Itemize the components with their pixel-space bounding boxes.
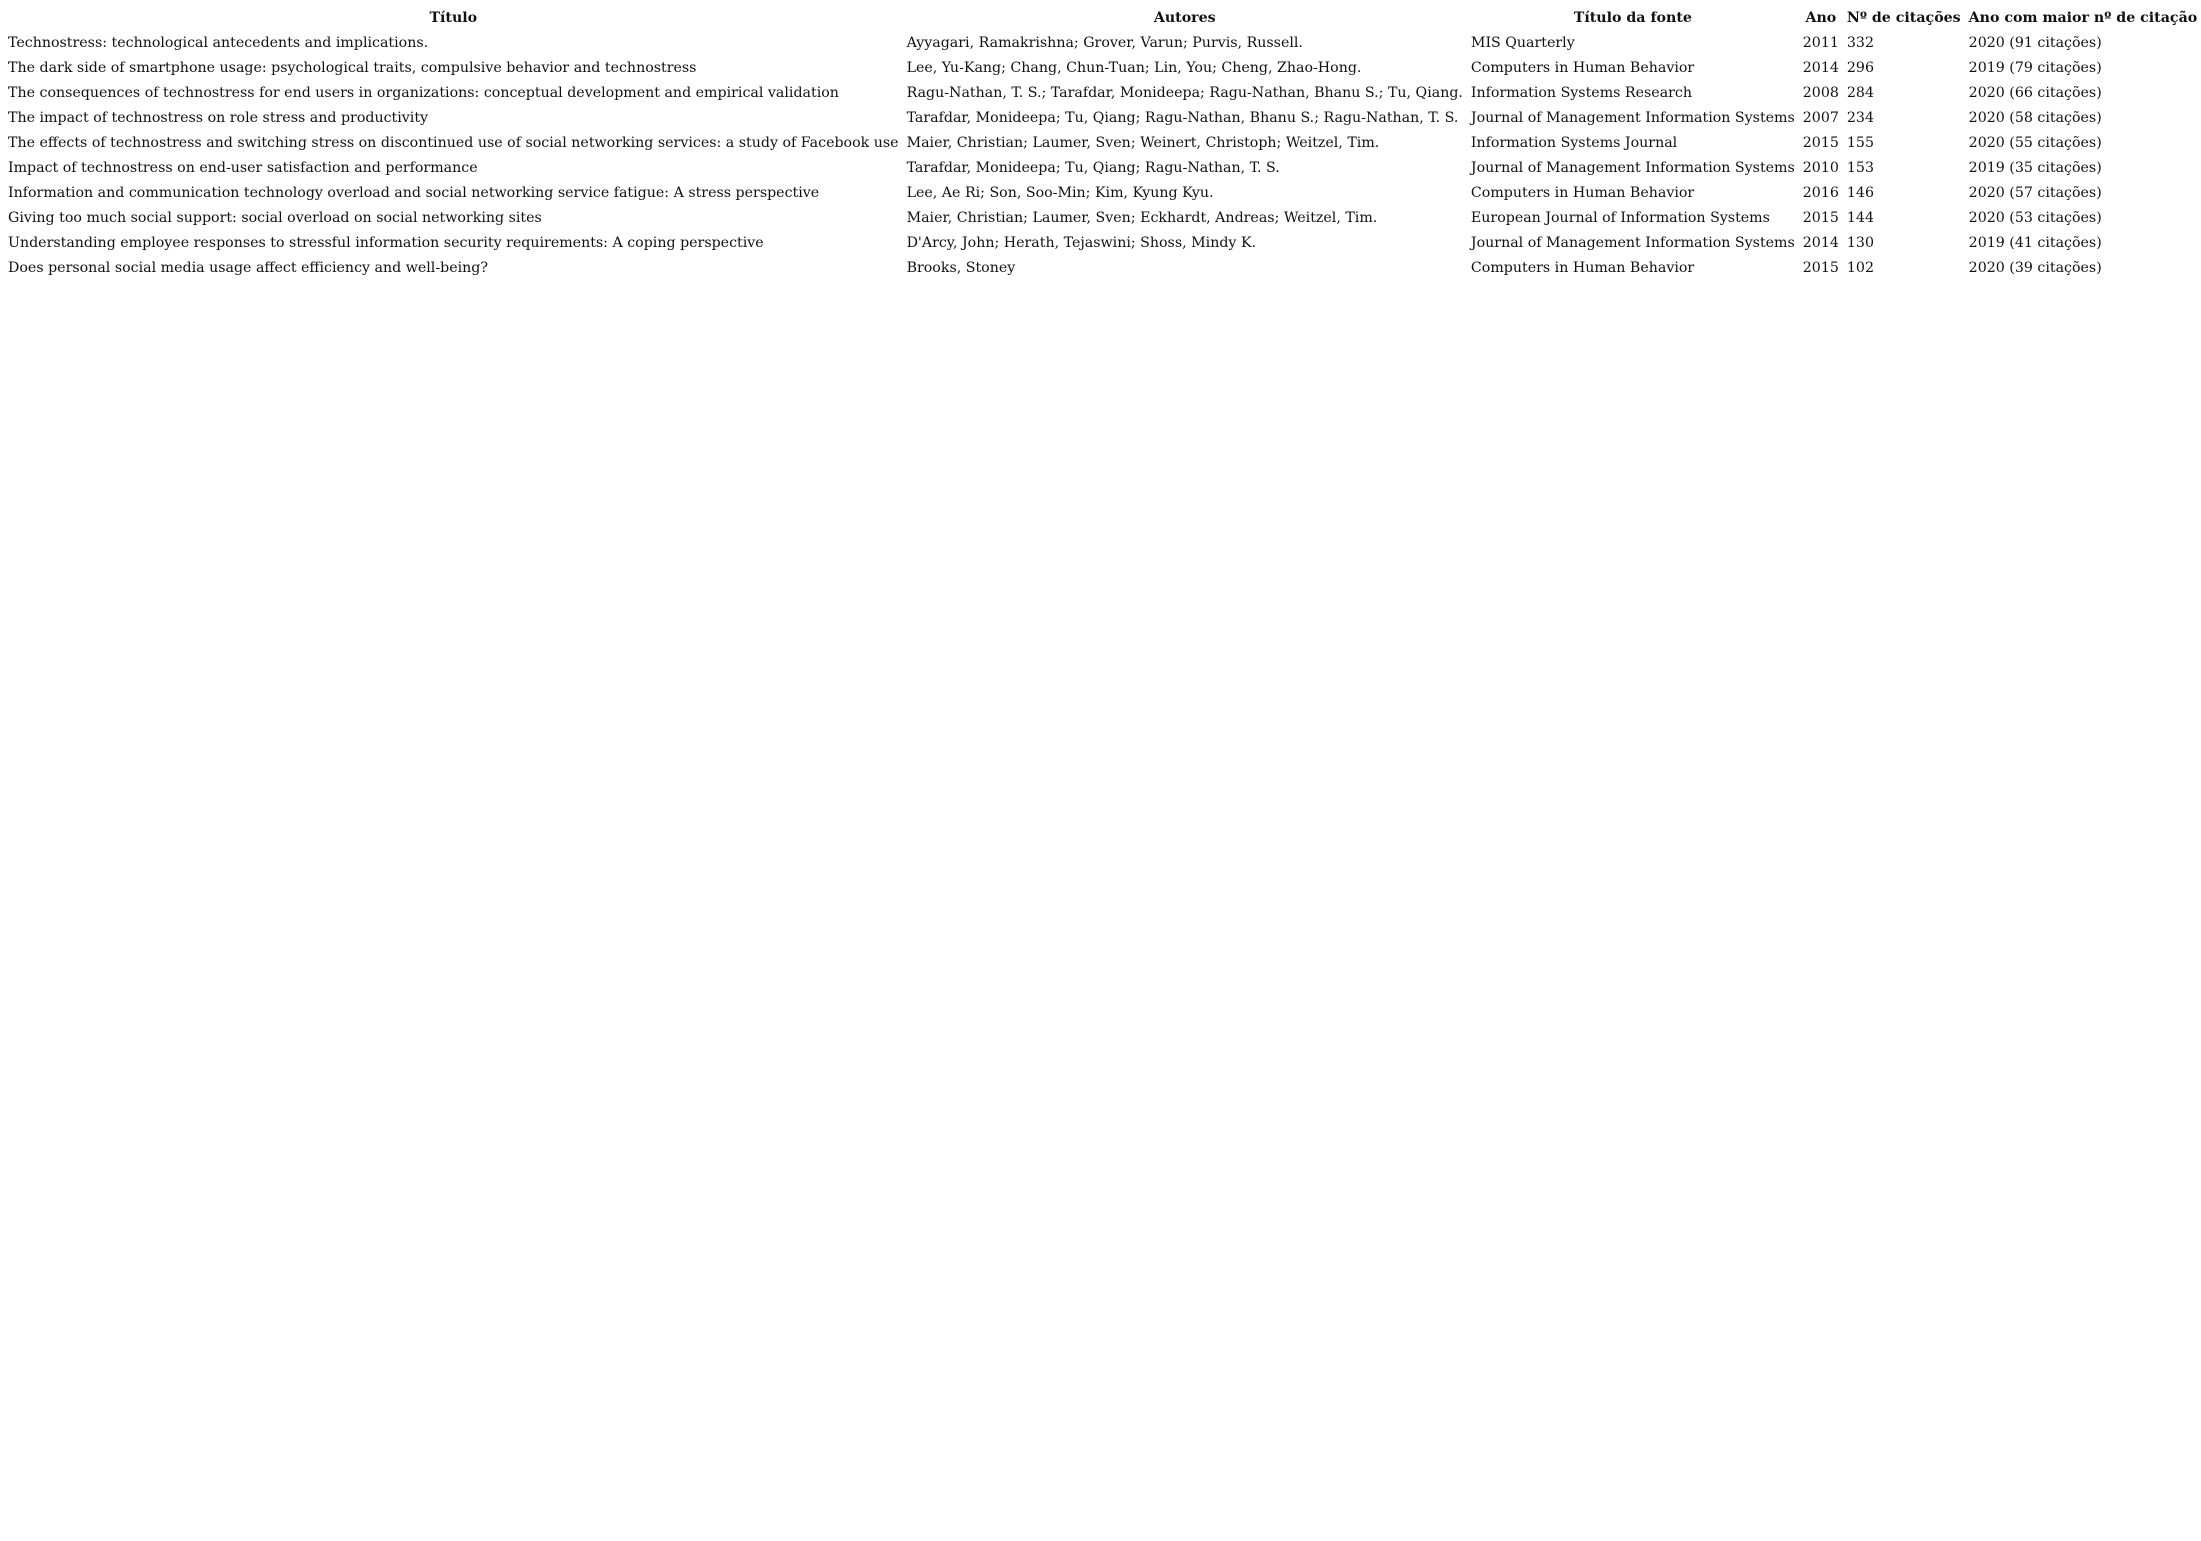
cell-year: 2015 xyxy=(1802,210,1839,226)
cell-citations: 130 xyxy=(1846,235,1874,251)
citations-table xyxy=(4,6,2201,281)
header-citations: Nº de citações xyxy=(1846,10,1961,26)
cell-title: The impact of technostress on role stress and productivity xyxy=(8,110,429,126)
cell-title: Impact of technostress on end-user satisfaction and performance xyxy=(8,160,478,176)
cell-year: 2015 xyxy=(1802,260,1839,276)
table-row xyxy=(4,206,2201,231)
cell-authors: Lee, Ae Ri; Son, Soo-Min; Kim, Kyung Kyu. xyxy=(906,185,1214,201)
cell-title: Information and communication technology overload and social networking service fatigue: A stress perspective xyxy=(8,185,820,201)
cell-source: Journal of Management Information Systems xyxy=(1470,110,1795,126)
cell-authors: Maier, Christian; Laumer, Sven; Eckhardt, Andreas; Weitzel, Tim. xyxy=(906,210,1378,226)
cell-citations: 155 xyxy=(1846,135,1874,151)
table-row xyxy=(4,181,2201,206)
cell-source: Journal of Management Information Systems xyxy=(1470,235,1795,251)
cell-source: MIS Quarterly xyxy=(1470,35,1575,51)
header-source: Título da fonte xyxy=(1573,10,1692,26)
cell-title: Giving too much social support: social overload on social networking sites xyxy=(8,210,542,226)
cell-peak-year: 2019 (41 citações) xyxy=(1968,235,2102,251)
cell-year: 2010 xyxy=(1802,160,1839,176)
cell-authors: Tarafdar, Monideepa; Tu, Qiang; Ragu-Nathan, Bhanu S.; Ragu-Nathan, T. S. xyxy=(906,110,1459,126)
cell-peak-year: 2020 (55 citações) xyxy=(1968,135,2102,151)
cell-title: The effects of technostress and switching stress on discontinued use of social networking services: a study of Facebook use xyxy=(8,135,899,151)
cell-year: 2014 xyxy=(1802,235,1839,251)
table-row xyxy=(4,31,2201,56)
cell-authors: Ayyagari, Ramakrishna; Grover, Varun; Purvis, Russell. xyxy=(906,35,1303,51)
cell-source: Computers in Human Behavior xyxy=(1470,185,1695,201)
cell-source: Journal of Management Information Systems xyxy=(1470,160,1795,176)
cell-year: 2011 xyxy=(1802,35,1839,51)
header-year: Ano xyxy=(1805,10,1837,26)
cell-authors: Brooks, Stoney xyxy=(906,260,1016,276)
cell-citations: 102 xyxy=(1846,260,1874,276)
cell-citations: 296 xyxy=(1846,60,1874,76)
cell-citations: 332 xyxy=(1846,35,1874,51)
cell-source: Computers in Human Behavior xyxy=(1470,60,1695,76)
cell-title: Technostress: technological antecedents and implications. xyxy=(8,35,429,51)
table-row xyxy=(4,56,2201,81)
cell-peak-year: 2020 (91 citações) xyxy=(1968,35,2102,51)
cell-authors: Tarafdar, Monideepa; Tu, Qiang; Ragu-Nathan, T. S. xyxy=(906,160,1280,176)
table-row xyxy=(4,231,2201,256)
table-row xyxy=(4,256,2201,281)
cell-citations: 153 xyxy=(1846,160,1874,176)
cell-year: 2016 xyxy=(1802,185,1839,201)
cell-citations: 146 xyxy=(1846,185,1874,201)
cell-peak-year: 2020 (66 citações) xyxy=(1968,85,2102,101)
header-peak-year: Ano com maior nº de citação xyxy=(1968,10,2198,26)
cell-citations: 284 xyxy=(1846,85,1874,101)
table-header xyxy=(4,6,2201,31)
cell-citations: 144 xyxy=(1846,210,1874,226)
cell-peak-year: 2020 (39 citações) xyxy=(1968,260,2102,276)
cell-peak-year: 2020 (53 citações) xyxy=(1968,210,2102,226)
header-authors: Autores xyxy=(1153,10,1216,26)
cell-source: Information Systems Journal xyxy=(1470,135,1678,151)
cell-source: Information Systems Research xyxy=(1470,85,1693,101)
cell-source: Computers in Human Behavior xyxy=(1470,260,1695,276)
cell-year: 2007 xyxy=(1802,110,1839,126)
cell-peak-year: 2019 (79 citações) xyxy=(1968,60,2102,76)
cell-authors: Maier, Christian; Laumer, Sven; Weinert, Christoph; Weitzel, Tim. xyxy=(906,135,1380,151)
cell-title: The dark side of smartphone usage: psychological traits, compulsive behavior and technostress xyxy=(8,60,697,76)
cell-year: 2014 xyxy=(1802,60,1839,76)
cell-peak-year: 2020 (57 citações) xyxy=(1968,185,2102,201)
cell-authors: D'Arcy, John; Herath, Tejaswini; Shoss, Mindy K. xyxy=(906,235,1257,251)
table-row xyxy=(4,81,2201,106)
cell-source: European Journal of Information Systems xyxy=(1470,210,1770,226)
cell-peak-year: 2020 (58 citações) xyxy=(1968,110,2102,126)
header-title: Título xyxy=(429,10,478,26)
table-row xyxy=(4,131,2201,156)
cell-year: 2015 xyxy=(1802,135,1839,151)
cell-title: The consequences of technostress for end users in organizations: conceptual development and empirical validation xyxy=(8,85,839,101)
cell-title: Understanding employee responses to stressful information security requirements: A coping perspective xyxy=(8,235,764,251)
table-row xyxy=(4,106,2201,131)
header-row xyxy=(4,6,2201,31)
cell-peak-year: 2019 (35 citações) xyxy=(1968,160,2102,176)
citations-table-container xyxy=(4,6,2201,281)
cell-authors: Lee, Yu-Kang; Chang, Chun-Tuan; Lin, You; Cheng, Zhao-Hong. xyxy=(906,60,1362,76)
cell-year: 2008 xyxy=(1802,85,1839,101)
table-body xyxy=(4,31,2201,281)
cell-citations: 234 xyxy=(1846,110,1874,126)
cell-title: Does personal social media usage affect efficiency and well-being? xyxy=(8,260,488,276)
table-row xyxy=(4,156,2201,181)
cell-authors: Ragu-Nathan, T. S.; Tarafdar, Monideepa; Ragu-Nathan, Bhanu S.; Tu, Qiang. xyxy=(906,85,1463,101)
